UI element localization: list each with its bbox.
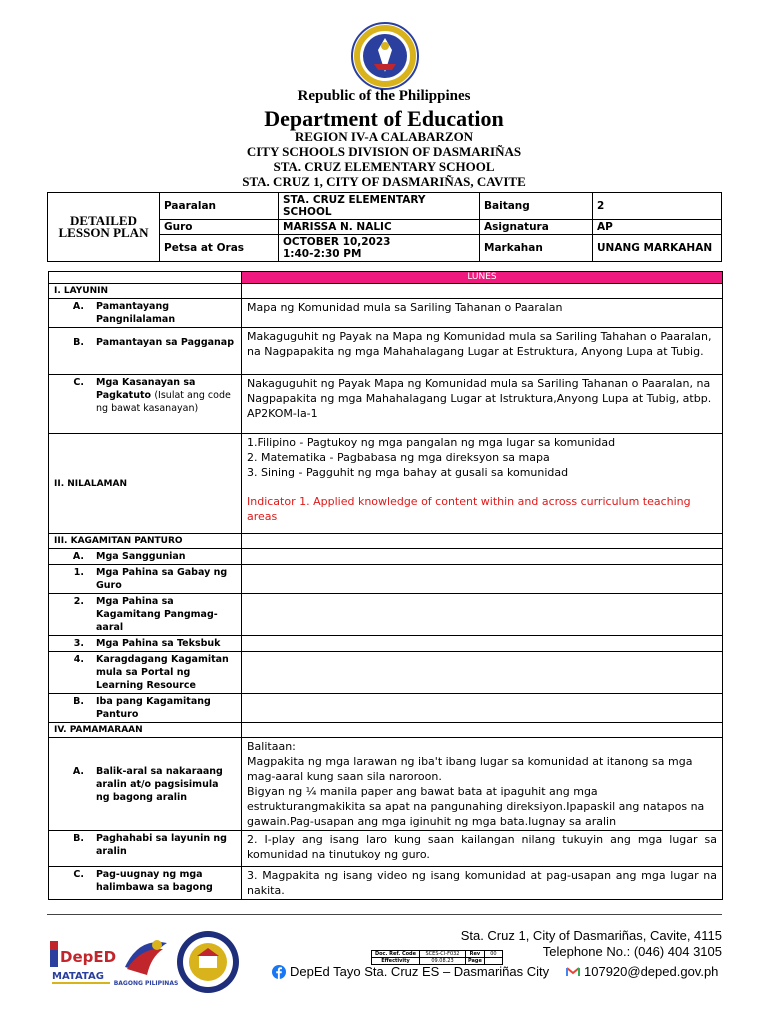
row-teksbuk: 3. Mga Pahina sa Teksbuk bbox=[49, 636, 242, 652]
row-gabay-guro: 1. Mga Pahina sa Gabay ng Guro bbox=[49, 565, 242, 594]
region-line: REGION IV-A CALABARZON bbox=[294, 129, 474, 144]
svg-text:MATATAG: MATATAG bbox=[52, 971, 104, 982]
petsa-value: OCTOBER 10,2023 1:40-2:30 PM bbox=[279, 235, 480, 262]
baitang-label: Baitang bbox=[480, 193, 593, 220]
email-link[interactable] bbox=[566, 964, 718, 979]
petsa-label: Petsa at Oras bbox=[160, 235, 279, 262]
svg-text:DepED: DepED bbox=[60, 948, 117, 966]
department-heading: Department of Education bbox=[264, 106, 504, 131]
email-address: 107920@deped.gov.ph bbox=[584, 964, 719, 979]
row-kasanayan: C. Mga Kasanayan sa Pagkatuto (Isulat ang code ng bawat kasanayan) bbox=[49, 375, 242, 434]
baitang-value: 2 bbox=[593, 193, 722, 220]
guro-value: MARISSA N. NALIC bbox=[279, 220, 480, 235]
nilalaman-value: 1.Filipino - Pagtukoy ng mga pangalan ng mga lugar sa komunidad 2. Matematika - Pagbabasa ng mga direksyon sa mapa 3. Sining - Pagguhit ng mga bahay at gusali sa komunidad Indicator 1. Applied knowledge of content within and across curriculum teaching areas bbox=[242, 434, 723, 534]
row-learning-resource: 4. Karagdagang Kagamitan mula sa Portal ng Learning Resource bbox=[49, 652, 242, 694]
row-paghahabi: B. Paghahabi sa layunin ng aralin bbox=[49, 831, 242, 867]
facebook-icon bbox=[272, 965, 286, 979]
row-pamantayan-pagganap: B. Pamantayan sa Pagganap bbox=[49, 328, 242, 375]
school-line: STA. CRUZ ELEMENTARY SCHOOL bbox=[273, 159, 495, 174]
section-layunin: I. LAYUNIN bbox=[49, 284, 242, 299]
facebook-link[interactable] bbox=[272, 964, 549, 979]
kasanayan-value: Nakaguguhit ng Payak Mapa ng Komunidad mula sa Sariling Tahanan o Paaralan, na Nagpapakita ng mga Mahahalagang Lugar at Istruktura,Anyong Lupa at Tubig, atbp. AP2KOM-la-1 bbox=[242, 375, 723, 434]
markahan-label: Markahan bbox=[480, 235, 593, 262]
row-balik-aral: A. Balik-aral sa nakaraang aralin at/o pagsisimula ng bagong aralin bbox=[49, 738, 242, 831]
address-line: STA. CRUZ 1, CITY OF DASMARIÑAS, CAVITE bbox=[242, 174, 526, 189]
markahan-value: UNANG MARKAHAN bbox=[593, 235, 722, 262]
row-iba-pang-kagamitan: B. Iba pang Kagamitang Panturo bbox=[49, 694, 242, 723]
dlp-title: DETAILED LESSON PLAN bbox=[48, 193, 160, 262]
facebook-page-name: DepEd Tayo Sta. Cruz ES – Dasmariñas City bbox=[290, 964, 550, 979]
deped-matatag-logo bbox=[48, 935, 117, 987]
row-pag-uugnay: C. Pag-uugnay ng mga halimbawa sa bagong bbox=[49, 867, 242, 900]
row-sanggunian: A. Mga Sanggunian bbox=[49, 549, 242, 565]
asignatura-value: AP bbox=[593, 220, 722, 235]
division-line: CITY SCHOOLS DIVISION OF DASMARIÑAS bbox=[246, 144, 522, 159]
row-pamantayang-pangnilalaman: A. Pamantayang Pangnilalaman bbox=[49, 299, 242, 328]
republic-heading: Republic of the Philippines bbox=[297, 88, 471, 104]
pamantayan-pagganap-value: Makaguguhit ng Payak na Mapa ng Komunidad mula sa Sariling Tahahan o Paaralan, na Nagpapakita ng mga Mahahalagang Lugar at Estruktura, Anyong Lupa at Tubig. bbox=[242, 328, 723, 375]
svg-text:BAGONG PILIPINAS: BAGONG PILIPINAS bbox=[113, 980, 179, 987]
paaralan-label: Paaralan bbox=[160, 193, 279, 220]
gmail-icon bbox=[566, 966, 580, 977]
guro-label: Guro bbox=[160, 220, 279, 235]
balik-aral-value: Balitaan: Magpakita ng mga larawan ng iba't ibang lugar sa komunidad at itanong sa mga mag-aaral kung saan sila naroroon. Bigyan ng ¼ manila paper ang bawat bata at ipaguhit ang mga estrukturangmakikita sa apat na pangunahing direksiyon.Ipapaskil ang natapos na gawain.Pag-usapan ang mga iginuhit ng mga bata.Iugnay sa aralin bbox=[242, 738, 723, 831]
section-nilalaman: II. NILALAMAN bbox=[49, 434, 242, 534]
footer-divider bbox=[47, 914, 722, 915]
section-pamamaraan: IV. PAMAMARAAN bbox=[49, 723, 242, 738]
pag-uugnay-value: 3. Magpakita ng isang video ng isang komunidad at pag-usapan ang mga lugar na nakita. bbox=[242, 867, 723, 900]
day-header: LUNES bbox=[242, 272, 723, 284]
bagong-pilipinas-logo bbox=[113, 933, 179, 989]
lesson-info-table bbox=[47, 192, 722, 262]
footer-address: Sta. Cruz 1, City of Dasmariñas, Cavite, 4115 bbox=[460, 928, 722, 943]
doc-ref-table: Doc. Ref. Code SCES-CI-F032 Rev 00 Effectivity 09.08.23 Page bbox=[371, 950, 503, 965]
row-kagamitang-pangmag-aaral: 2. Mga Pahina sa Kagamitang Pangmag-aaral bbox=[49, 594, 242, 636]
paghahabi-value: 2. I-play ang isang laro kung saan kailangan nilang tukuyin ang mga lugar sa komunidad na tinutukoy ng guro. bbox=[242, 831, 723, 867]
indicator-text: Indicator 1. Applied knowledge of content within and across curriculum teaching areas bbox=[247, 495, 691, 523]
paaralan-value: STA. CRUZ ELEMENTARY SCHOOL bbox=[279, 193, 480, 220]
footer-telephone: Telephone No.: (046) 404 3105 bbox=[542, 944, 722, 959]
pamantayang-pangnilalaman-value: Mapa ng Komunidad mula sa Sariling Tahanan o Paaralan bbox=[242, 299, 723, 328]
school-seal bbox=[175, 930, 241, 994]
section-kagamitan: III. KAGAMITAN PANTURO bbox=[49, 534, 242, 549]
asignatura-label: Asignatura bbox=[480, 220, 593, 235]
lesson-plan-table bbox=[48, 271, 723, 900]
deped-seal bbox=[340, 20, 430, 90]
